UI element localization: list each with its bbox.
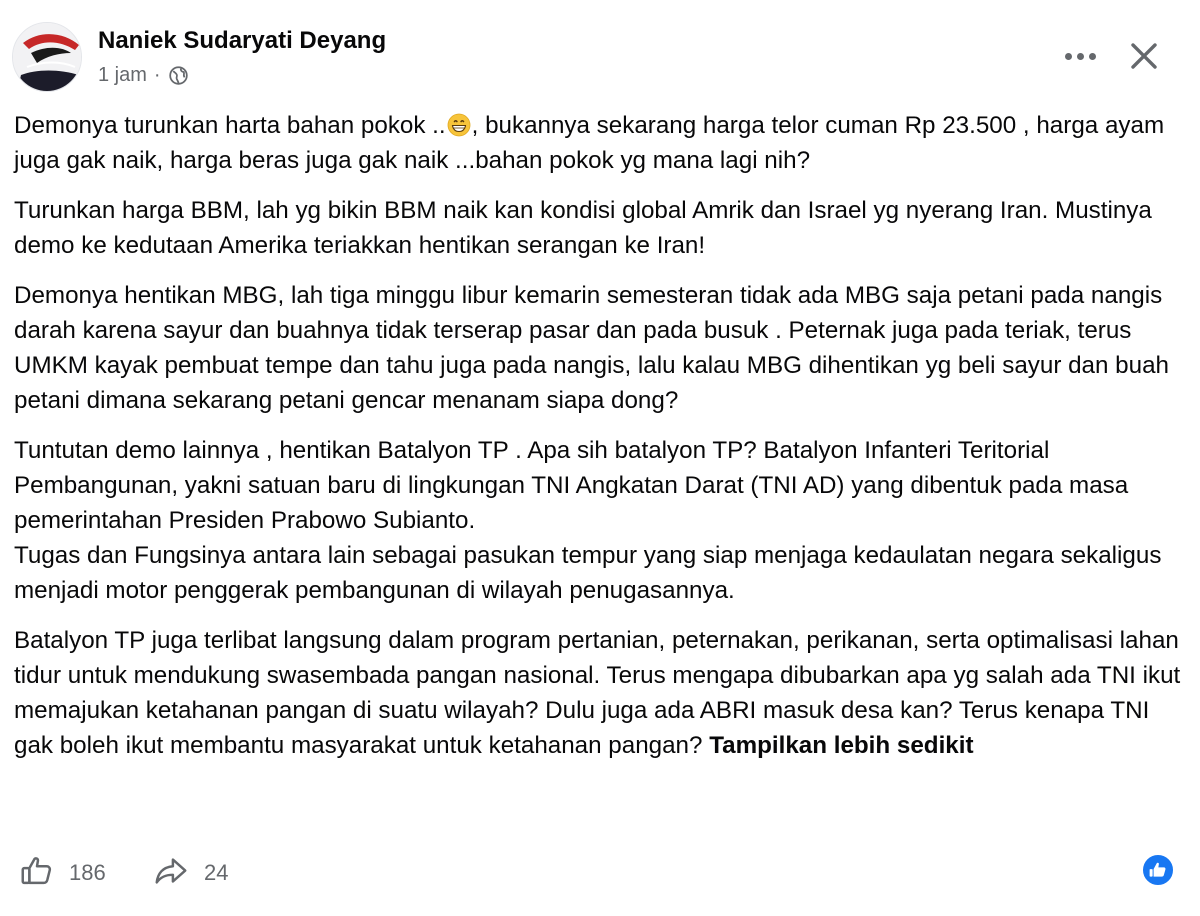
more-dot [1077,53,1084,60]
post-actions [0,846,1200,898]
post-paragraph-2: Turunkan harga BBM, lah yg bikin BBM naik kan kondisi global Amrik dan Israel yg nyerang Iran. Mustinya demo ke kedutaan Amerika teriakkan hentikan serangan ke Iran! [14,197,1152,259]
thumbs-up-icon[interactable] [18,852,56,890]
author-avatar[interactable] [12,22,82,92]
grinning-face-emoji [447,113,471,137]
more-dot [1089,53,1096,60]
share-arrow-icon[interactable] [152,852,190,890]
post-body [14,108,1189,778]
post-paragraph-5: Tugas dan Fungsinya antara lain sebagai pasukan tempur yang siap menjaga kedaulatan negara sekaligus menjadi motor penggerak pembangunan di wilayah penugasannya. [14,542,1162,604]
post-paragraph-1 [14,108,1189,178]
profile-avatar-image [13,23,82,92]
post-paragraph-6 [14,623,1189,763]
meta-separator: · [153,64,161,86]
close-x-icon[interactable] [1122,34,1166,78]
see-less-link[interactable]: Tampilkan lebih sedikit [709,732,974,759]
share-count[interactable]: 24 [204,860,229,885]
paragraph-1-start: Demonya turunkan harta bahan pokok .. [14,112,446,139]
author-name[interactable]: Naniek Sudaryati Deyang [98,27,387,54]
post-paragraph-4: Tuntutan demo lainnya , hentikan Batalyon TP . Apa sih batalyon TP? Batalyon Infanteri Teritorial Pembangunan, yakni satuan baru di lingkungan TNI Angkatan Darat (TNI AD) yang dibentuk pada masa pemerintahan Presiden Prabowo Subianto. [14,437,1129,534]
more-dots-icon [1065,53,1072,60]
like-count[interactable]: 186 [69,860,106,885]
paragraph-6-text: Batalyon TP juga terlibat langsung dalam program pertanian, peternakan, perikanan, serta optimalisasi lahan tidur untuk mendukung swasembada pangan nasional. Terus mengapa dibubarkan apa yg salah ada TNI ikut memajukan ketahanan pangan di suatu wilayah? Dulu juga ada ABRI masuk desa kan? Terus kenapa TNI gak boleh ikut membantu masyarakat untuk ketahanan pangan? [14,627,1181,759]
globe-icon[interactable] [168,65,189,86]
more-options-button[interactable] [1058,38,1102,74]
post-timestamp[interactable]: 1 jam [98,64,147,86]
post-paragraph-3: Demonya hentikan MBG, lah tiga minggu libur kemarin semesteran tidak ada MBG saja petani pada nangis darah karena sayur dan buahnya tidak terserap pasar dan pada busuk . Peternak juga pada teriak, terus UMKM kayak pembuat tempe dan tahu juga pada nangis, lalu kalau MBG dihentikan yg beli sayur dan buah petani dimana sekarang petani gencar menanam siapa dong? [14,282,1169,414]
paragraph-1-end: , bukannya sekarang harga telor cuman Rp 23.500 , harga ayam juga gak naik, harga beras juga gak naik ...bahan pokok yg mana lagi nih? [14,112,1165,174]
like-reaction-badge[interactable] [1141,853,1175,887]
post-meta [98,64,189,87]
thumbs-up-reaction-icon [1143,855,1173,885]
